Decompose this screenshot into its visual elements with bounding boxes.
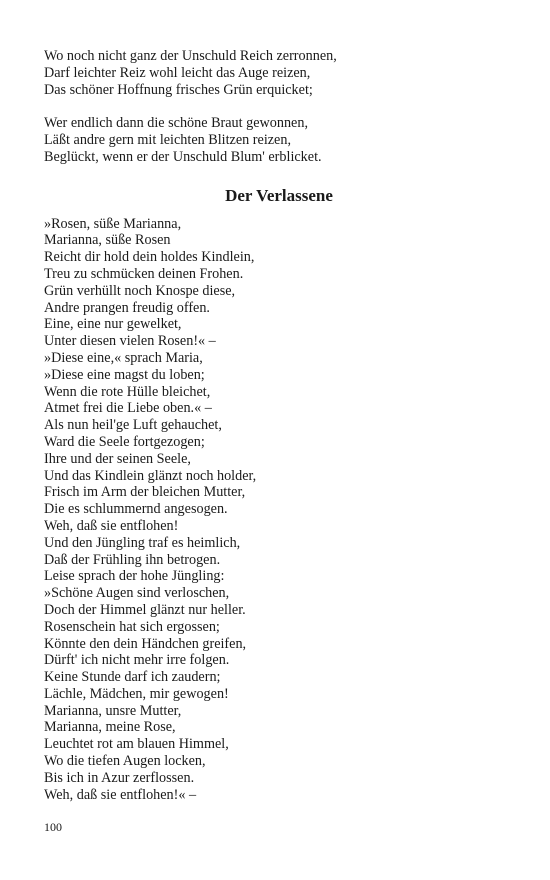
- poem-title: Der Verlassene: [225, 185, 333, 205]
- verse-line: Keine Stunde darf ich zaudern;: [44, 669, 221, 686]
- verse-line: Wer endlich dann die schöne Braut gewonnen,: [44, 115, 308, 132]
- verse-line: Weh, daß sie entflohen!: [44, 517, 179, 534]
- verse-line: Doch der Himmel glänzt nur heller.: [44, 601, 246, 618]
- verse-line: Weh, daß sie entflohen!« –: [44, 786, 197, 803]
- verse-line: Marianna, unsre Mutter,: [44, 702, 182, 719]
- verse-line: Läßt andre gern mit leichten Blitzen reizen,: [44, 131, 291, 148]
- stanza: [44, 115, 514, 165]
- verse-line: Marianna, meine Rose,: [44, 719, 176, 736]
- verse-line: Und das Kindlein glänzt noch holder,: [44, 467, 257, 484]
- verse-line: Eine, eine nur gewelket,: [44, 316, 182, 333]
- verse-line: Rosenschein hat sich ergossen;: [44, 618, 220, 635]
- verse-line: Und den Jüngling traf es heimlich,: [44, 534, 241, 551]
- verse-line: Daß der Frühling ihn betrogen.: [44, 551, 221, 568]
- verse-line: Darf leichter Reiz wohl leicht das Auge reizen,: [44, 64, 311, 81]
- stanza-gap: [44, 98, 514, 115]
- verse-line: Leuchtet rot am blauen Himmel,: [44, 736, 229, 753]
- verse-line: Treu zu schmücken deinen Frohen.: [44, 265, 244, 282]
- verse-line: Als nun heil'ge Luft gehauchet,: [44, 417, 222, 434]
- verse-line: Lächle, Mädchen, mir gewogen!: [44, 685, 229, 702]
- verse-line: Ward die Seele fortgezogen;: [44, 433, 205, 450]
- verse-line: Beglückt, wenn er der Unschuld Blum' erblicket.: [44, 148, 322, 165]
- page-number: 100: [44, 820, 62, 834]
- verse-line: »Rosen, süße Marianna,: [44, 215, 182, 232]
- verse-line: Ihre und der seinen Seele,: [44, 450, 191, 467]
- verse-line: Wo die tiefen Augen locken,: [44, 753, 206, 770]
- verse-line: »Schöne Augen sind verloschen,: [44, 585, 230, 602]
- poem-verses: [44, 216, 514, 804]
- verse-line: Das schöner Hoffnung frisches Grün erquicket;: [44, 81, 313, 98]
- verse-line: Unter diesen vielen Rosen!« –: [44, 333, 216, 350]
- verse-line: Grün verhüllt noch Knospe diese,: [44, 282, 236, 299]
- verse-line: Wo noch nicht ganz der Unschuld Reich zerronnen,: [44, 48, 337, 64]
- page-body: [44, 48, 514, 803]
- verse-line: Reicht dir hold dein holdes Kindlein,: [44, 249, 255, 266]
- verse-line: Dürft' ich nicht mehr irre folgen.: [44, 652, 230, 669]
- preceding-poem: [44, 48, 514, 166]
- verse-line: Marianna, süße Rosen: [44, 232, 171, 249]
- verse-line: Leise sprach der hohe Jüngling:: [44, 568, 225, 585]
- verse-line: Bis ich in Azur zerflossen.: [44, 769, 195, 786]
- stanza: [44, 48, 514, 98]
- verse-line: »Diese eine magst du loben;: [44, 366, 205, 383]
- verse-line: Könnte den dein Händchen greifen,: [44, 635, 247, 652]
- verse-line: Andre prangen freudig offen.: [44, 299, 210, 316]
- verse-line: Wenn die rote Hülle bleichet,: [44, 383, 211, 400]
- verse-line: »Diese eine,« sprach Maria,: [44, 349, 203, 366]
- verse-line: Die es schlummernd angesogen.: [44, 501, 228, 518]
- verse-line: Frisch im Arm der bleichen Mutter,: [44, 484, 246, 501]
- verse-line: Atmet frei die Liebe oben.« –: [44, 400, 212, 417]
